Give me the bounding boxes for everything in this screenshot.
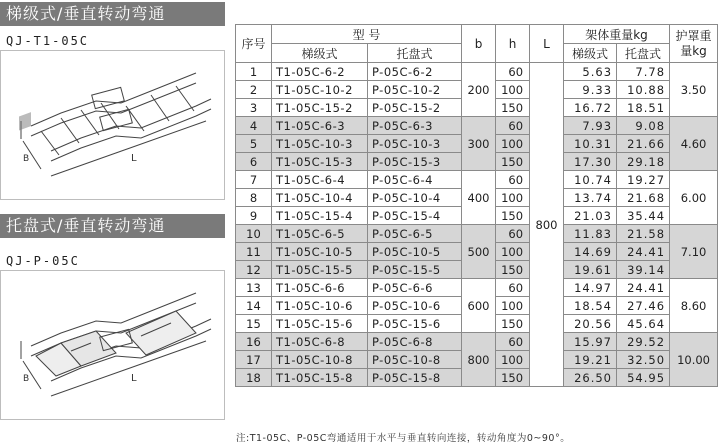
cell-weight-tray: 32.50 [617,351,670,369]
cell-tray-model: P-05C-15-5 [368,261,462,279]
cell-b: 300 [462,117,496,171]
cell-weight-ladder: 11.83 [564,225,617,243]
cell-weight-ladder: 7.93 [564,117,617,135]
cell-weight-ladder: 5.63 [564,63,617,81]
cell-ladder-model: T1-05C-15-2 [272,99,368,117]
cell-ladder-model: T1-05C-6-8 [272,333,368,351]
cell-tray-model: P-05C-10-4 [368,189,462,207]
cell-weight-ladder: 15.97 [564,333,617,351]
cell-weight-tray: 10.88 [617,81,670,99]
cell-weight-tray: 29.18 [617,153,670,171]
cell-weight-ladder: 10.74 [564,171,617,189]
cell-ladder-model: T1-05C-10-3 [272,135,368,153]
cell-tray-model: P-05C-15-6 [368,315,462,333]
product-code-ladder: QJ-T1-05C [6,34,90,48]
cell-seq: 18 [236,369,272,387]
cell-weight-tray: 35.44 [617,207,670,225]
cell-tray-model: P-05C-15-8 [368,369,462,387]
cell-seq: 7 [236,171,272,189]
cell-seq: 16 [236,333,272,351]
cell-weight-tray: 21.66 [617,135,670,153]
cell-tray-model: P-05C-10-5 [368,243,462,261]
cell-seq: 12 [236,261,272,279]
table-row [236,171,718,189]
cell-weight-tray: 27.46 [617,297,670,315]
cell-h: 150 [496,315,530,333]
cell-b: 800 [462,333,496,387]
dim-length-label-tray: L [131,373,137,384]
cell-h: 100 [496,297,530,315]
cell-ladder-model: T1-05C-6-5 [272,225,368,243]
table-row [236,333,718,351]
cell-weight-ladder: 9.33 [564,81,617,99]
cell-tray-model: P-05C-10-8 [368,351,462,369]
cell-h: 150 [496,369,530,387]
cell-h: 60 [496,333,530,351]
cell-cover-weight: 7.10 [670,225,718,279]
cell-tray-model: P-05C-10-3 [368,135,462,153]
table-row [236,279,718,297]
cell-seq: 14 [236,297,272,315]
cell-weight-tray: 9.08 [617,117,670,135]
cell-h: 60 [496,171,530,189]
spec-table-body [236,63,718,387]
header-b: b [462,25,496,63]
cell-seq: 5 [236,135,272,153]
cell-weight-ladder: 13.74 [564,189,617,207]
cell-h: 100 [496,135,530,153]
cell-tray-model: P-05C-6-4 [368,171,462,189]
header-seq: 序号 [236,25,272,63]
cell-ladder-model: T1-05C-15-8 [272,369,368,387]
cell-L: 800 [530,63,564,387]
cell-h: 100 [496,81,530,99]
cell-cover-weight: 8.60 [670,279,718,333]
cell-h: 150 [496,153,530,171]
table-row [236,225,718,243]
header-model: 型 号 [272,25,462,44]
product-code-tray: QJ-P-05C [6,254,80,268]
cell-ladder-model: T1-05C-10-6 [272,297,368,315]
cell-h: 60 [496,117,530,135]
cell-weight-tray: 18.51 [617,99,670,117]
cell-ladder-model: T1-05C-6-6 [272,279,368,297]
cell-seq: 2 [236,81,272,99]
header-ladder: 梯级式 [272,44,368,63]
cell-weight-tray: 45.64 [617,315,670,333]
cell-ladder-model: T1-05C-10-8 [272,351,368,369]
cell-cover-weight: 6.00 [670,171,718,225]
spec-table [235,24,718,387]
cell-weight-ladder: 18.54 [564,297,617,315]
cell-ladder-model: T1-05C-6-4 [272,171,368,189]
cell-tray-model: P-05C-15-3 [368,153,462,171]
cell-weight-tray: 39.14 [617,261,670,279]
cell-ladder-model: T1-05C-15-4 [272,207,368,225]
cell-tray-model: P-05C-6-2 [368,63,462,81]
tray-elbow-drawing [0,270,225,420]
cell-cover-weight: 10.00 [670,333,718,387]
dim-width-label: B [23,154,30,164]
cell-b: 200 [462,63,496,117]
cell-h: 60 [496,63,530,81]
cell-seq: 10 [236,225,272,243]
cell-h: 60 [496,225,530,243]
cell-tray-model: P-05C-10-2 [368,81,462,99]
cell-seq: 8 [236,189,272,207]
dim-length-label: L [131,153,137,164]
header-cover-weight: 护罩重量kg [670,25,718,63]
cell-cover-weight: 3.50 [670,63,718,117]
header-L: L [530,25,564,63]
cell-b: 600 [462,279,496,333]
cell-ladder-model: T1-05C-6-3 [272,117,368,135]
cell-seq: 15 [236,315,272,333]
cell-weight-ladder: 14.97 [564,279,617,297]
cell-tray-model: P-05C-6-6 [368,279,462,297]
tray-elbow-illustration [1,271,224,419]
cell-seq: 13 [236,279,272,297]
cell-weight-tray: 29.52 [617,333,670,351]
section-title-tray: 托盘式/垂直转动弯通 [0,214,225,238]
cell-h: 150 [496,207,530,225]
cell-seq: 3 [236,99,272,117]
cell-weight-tray: 19.27 [617,171,670,189]
cell-weight-ladder: 10.31 [564,135,617,153]
header-weight-tray: 托盘式 [617,44,670,63]
cell-ladder-model: T1-05C-6-2 [272,63,368,81]
ladder-elbow-drawing [0,50,225,200]
dim-width-label-tray: B [23,374,30,384]
table-row [236,63,718,81]
cell-tray-model: P-05C-6-8 [368,333,462,351]
table-row [236,117,718,135]
cell-ladder-model: T1-05C-10-2 [272,81,368,99]
cell-tray-model: P-05C-15-2 [368,99,462,117]
cell-tray-model: P-05C-15-4 [368,207,462,225]
cell-h: 100 [496,189,530,207]
cell-tray-model: P-05C-6-3 [368,117,462,135]
cell-ladder-model: T1-05C-10-4 [272,189,368,207]
cell-h: 100 [496,243,530,261]
cell-seq: 17 [236,351,272,369]
cell-seq: 11 [236,243,272,261]
cell-weight-ladder: 16.72 [564,99,617,117]
cell-weight-tray: 24.41 [617,279,670,297]
cell-weight-ladder: 14.69 [564,243,617,261]
cell-tray-model: P-05C-10-6 [368,297,462,315]
cell-ladder-model: T1-05C-10-5 [272,243,368,261]
header-tray: 托盘式 [368,44,462,63]
cell-weight-ladder: 19.21 [564,351,617,369]
footnote: 注:T1-05C、P-05C弯通适用于水平与垂直转向连接，转动角度为0~90°。 [236,433,571,444]
cell-weight-ladder: 26.50 [564,369,617,387]
cell-h: 100 [496,351,530,369]
cell-h: 150 [496,261,530,279]
section-title-ladder: 梯级式/垂直转动弯通 [0,2,225,26]
cell-h: 150 [496,99,530,117]
cell-h: 60 [496,279,530,297]
ladder-elbow-illustration [1,51,224,199]
cell-weight-tray: 54.95 [617,369,670,387]
cell-ladder-model: T1-05C-15-5 [272,261,368,279]
cell-tray-model: P-05C-6-5 [368,225,462,243]
cell-weight-tray: 21.68 [617,189,670,207]
cell-weight-ladder: 17.30 [564,153,617,171]
cell-seq: 1 [236,63,272,81]
header-weight-ladder: 梯级式 [564,44,617,63]
cell-cover-weight: 4.60 [670,117,718,171]
header-h: h [496,25,530,63]
cell-seq: 6 [236,153,272,171]
cell-weight-tray: 7.78 [617,63,670,81]
cell-weight-tray: 24.41 [617,243,670,261]
cell-b: 500 [462,225,496,279]
cell-weight-tray: 21.58 [617,225,670,243]
cell-seq: 9 [236,207,272,225]
cell-b: 400 [462,171,496,225]
cell-weight-ladder: 19.61 [564,261,617,279]
cell-weight-ladder: 20.56 [564,315,617,333]
cell-ladder-model: T1-05C-15-6 [272,315,368,333]
cell-seq: 4 [236,117,272,135]
cell-ladder-model: T1-05C-15-3 [272,153,368,171]
header-frame-weight: 架体重量kg [564,25,670,44]
cell-weight-ladder: 21.03 [564,207,617,225]
